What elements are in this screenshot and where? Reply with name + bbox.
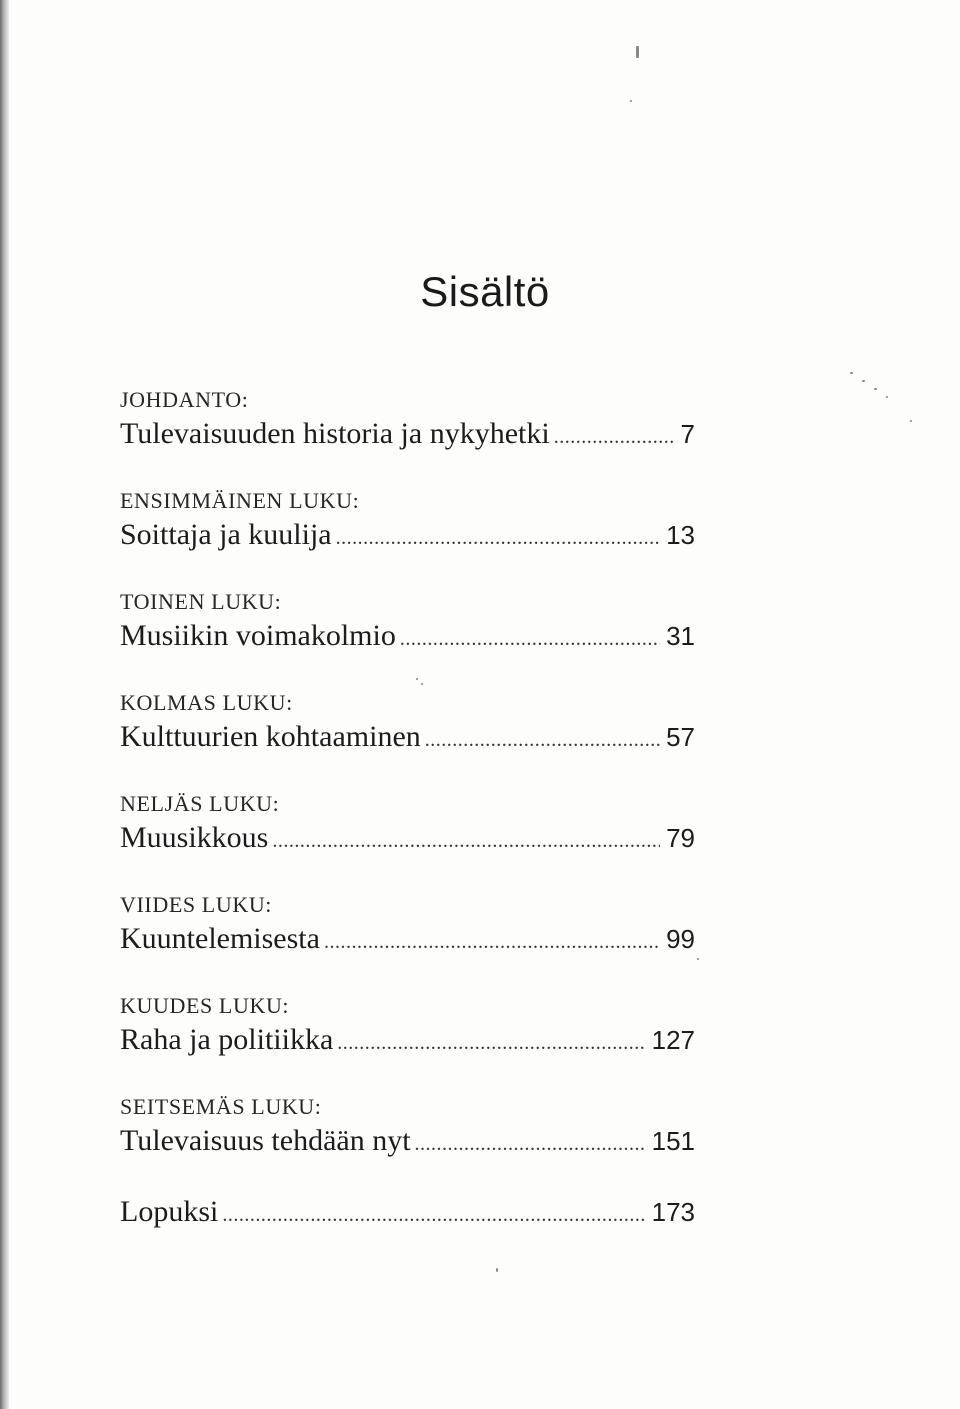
toc-entry	[120, 991, 695, 1059]
toc-entry	[120, 789, 695, 857]
dot-leader	[337, 1024, 645, 1062]
page-number: 151	[651, 1126, 695, 1156]
chapter-title: Tulevaisuus tehdään nyt	[120, 1124, 411, 1157]
toc-line	[120, 1193, 695, 1231]
chapter-label: ENSIMMÄINEN LUKU:	[120, 488, 360, 513]
toc-line	[120, 819, 695, 857]
chapter-title: Lopuksi	[120, 1195, 219, 1228]
dot-leader	[336, 519, 660, 557]
chapter-title: Muusikkous	[120, 821, 269, 854]
toc-entry	[120, 486, 695, 554]
toc-entry	[120, 890, 695, 958]
page-number: 31	[666, 621, 695, 651]
page-title: Sisältö	[420, 268, 550, 315]
page-edge-shadow	[0, 0, 9, 1409]
toc-entry	[120, 1193, 695, 1231]
chapter-title: Musiikin voimakolmio	[120, 619, 396, 652]
chapter-label: VIIDES LUKU:	[120, 892, 273, 917]
toc-entry	[120, 385, 695, 453]
toc-line	[120, 516, 695, 554]
chapter-label: KOLMAS LUKU:	[120, 690, 293, 715]
chapter-title: Kuuntelemisesta	[120, 922, 320, 955]
chapter-title: Soittaja ja kuulija	[120, 518, 332, 551]
chapter-label: SEITSEMÄS LUKU:	[120, 1094, 322, 1119]
toc-entry	[120, 688, 695, 756]
page-number: 7	[680, 419, 695, 449]
page-number: 173	[651, 1197, 695, 1227]
table-of-contents	[120, 385, 695, 1231]
dot-leader	[554, 418, 675, 456]
toc-line	[120, 415, 695, 453]
chapter-label: JOHDANTO:	[120, 387, 249, 412]
chapter-label: KUUDES LUKU:	[120, 993, 290, 1018]
toc-line	[120, 718, 695, 756]
toc-entry	[120, 587, 695, 655]
chapter-label: TOINEN LUKU:	[120, 589, 282, 614]
toc-line	[120, 920, 695, 958]
toc-line	[120, 1021, 695, 1059]
chapter-label: NELJÄS LUKU:	[120, 791, 280, 816]
dot-leader	[415, 1125, 646, 1163]
page-number: 99	[666, 924, 695, 954]
chapter-title: Raha ja politiikka	[120, 1023, 334, 1056]
page-number: 57	[666, 722, 695, 752]
dot-leader	[324, 923, 660, 961]
dot-leader	[400, 620, 660, 658]
page-number: 127	[651, 1025, 695, 1055]
chapter-title: Kulttuurien kohtaaminen	[120, 720, 421, 753]
dot-leader	[425, 721, 660, 759]
chapter-title: Tulevaisuuden historia ja nykyhetki	[120, 417, 550, 450]
dot-leader	[272, 822, 660, 860]
dot-leader	[222, 1196, 645, 1234]
page-number: 13	[666, 520, 695, 550]
toc-line	[120, 617, 695, 655]
toc-line	[120, 1122, 695, 1160]
toc-entry	[120, 1092, 695, 1160]
page-number: 79	[666, 823, 695, 853]
